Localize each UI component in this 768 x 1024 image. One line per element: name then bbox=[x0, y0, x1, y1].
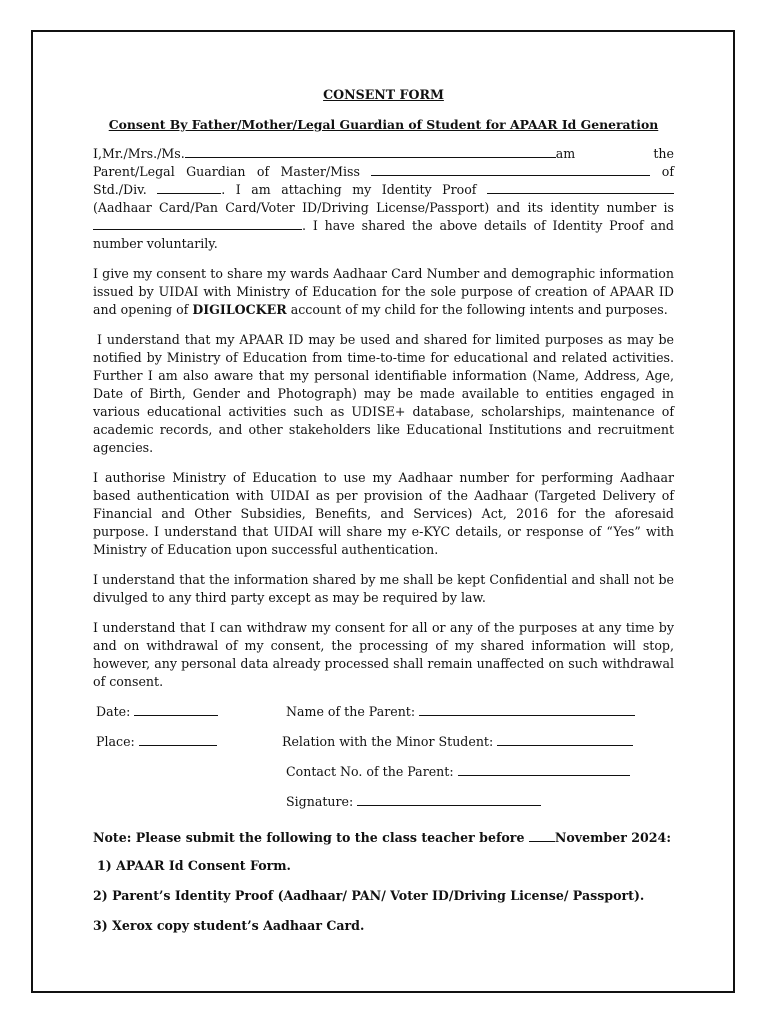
place-field bbox=[96, 733, 217, 751]
parent-name-sign-blank[interactable] bbox=[419, 703, 635, 716]
signature-blank[interactable] bbox=[357, 793, 541, 806]
form-title: CONSENT FORM bbox=[323, 87, 444, 102]
contact-label: Contact No. of the Parent: bbox=[286, 764, 454, 779]
date-field bbox=[96, 703, 218, 721]
parent-name-label: Name of the Parent: bbox=[286, 704, 416, 719]
p2-text-b: account of my child for the following intents and purposes. bbox=[290, 302, 668, 317]
form-subtitle: Consent By Father/Mother/Legal Guardian of Student for APAAR Id Generation bbox=[108, 117, 659, 132]
p1-text-b: am the Parent/Legal Guardian of Master/Miss bbox=[93, 146, 674, 179]
student-name-blank[interactable] bbox=[371, 163, 650, 176]
signature-fields bbox=[93, 703, 674, 821]
note-text-a: Note: Please submit the following to the class teacher before bbox=[93, 830, 525, 845]
place-label: Place: bbox=[96, 734, 135, 749]
identity-number-blank[interactable] bbox=[93, 217, 302, 230]
place-blank[interactable] bbox=[139, 733, 217, 746]
signature-label: Signature: bbox=[286, 794, 354, 809]
confidentiality-paragraph: I understand that the information shared by me shall be kept Confidential and shall not be divulged to any third party except as may be required by law. bbox=[93, 572, 674, 605]
std-div-blank[interactable] bbox=[157, 181, 221, 194]
p1-text-e: (Aadhaar Card/Pan Card/Voter ID/Driving License/Passport) and its identity number is bbox=[93, 200, 674, 215]
signature-field bbox=[286, 793, 541, 811]
submission-note bbox=[93, 829, 674, 847]
consent-form bbox=[93, 86, 674, 935]
p1-text-a: I,Mr./Mrs./Ms. bbox=[93, 146, 185, 161]
contact-blank[interactable] bbox=[458, 763, 630, 776]
consent-paragraph bbox=[93, 265, 674, 319]
contact-field bbox=[286, 763, 630, 781]
authorisation-paragraph: I authorise Ministry of Education to use my Aadhaar number for performing Aadhaar based authentication with UIDAI as per provision of the Aadhaar (Targeted Delivery of Financial and Other Subsidies, Benefits, and Services) Act, 2016 for the aforesaid purpose. I understand that UIDAI will share my e-KYC details, or response of “Yes” with Ministry of Education upon successful authentication. bbox=[93, 470, 674, 557]
apaar-usage-paragraph: I understand that my APAAR ID may be used and shared for limited purposes as may be notified by Ministry of Education from time-to-time for educational and related activities. Further I am also aware that my personal identifiable information (Name, Address, Age, Date of Birth, Gender and Photograph) may be made available to entities engaged in various educational activities such as UDISE+ database, scholarships, maintenance of academic records, and other stakeholders like Educational Institutions and recruitment agencies. bbox=[93, 332, 674, 455]
note-text-b: November 2024: bbox=[554, 830, 671, 845]
p2-text-a: I give my consent to share my wards Aadhaar Card Number and demographic information issued by UIDAI with Ministry of Education for the sole purpose of creation of APAAR ID and opening of bbox=[93, 266, 674, 317]
date-label: Date: bbox=[96, 704, 131, 719]
parent-name-field bbox=[286, 703, 635, 721]
p1-text-f: . I have shared the above details of Identity Proof and number voluntarily. bbox=[93, 218, 674, 251]
date-blank[interactable] bbox=[134, 703, 218, 716]
deadline-blank[interactable] bbox=[529, 829, 555, 842]
p1-text-d: . I am attaching my Identity Proof bbox=[221, 182, 477, 197]
list-item: 1) APAAR Id Consent Form. bbox=[97, 858, 291, 873]
list-item: 3) Xerox copy student’s Aadhaar Card. bbox=[93, 918, 365, 933]
guardian-declaration bbox=[93, 145, 674, 253]
withdrawal-paragraph: I understand that I can withdraw my consent for all or any of the purposes at any time by and on withdrawal of my consent, the processing of my shared information will stop, however, any personal data already processed shall remain unaffected on such withdrawal of consent. bbox=[93, 620, 674, 689]
parent-name-blank[interactable] bbox=[185, 145, 556, 158]
relation-label: Relation with the Minor Student: bbox=[282, 734, 494, 749]
relation-blank[interactable] bbox=[497, 733, 633, 746]
p1-text-c: of Std./Div. bbox=[93, 164, 674, 197]
identity-proof-blank[interactable] bbox=[487, 181, 674, 194]
list-item: 2) Parent’s Identity Proof (Aadhaar/ PAN/ Voter ID/Driving License/ Passport). bbox=[93, 888, 645, 903]
digilocker-label: DIGILOCKER bbox=[192, 302, 287, 317]
relation-field bbox=[282, 733, 633, 751]
